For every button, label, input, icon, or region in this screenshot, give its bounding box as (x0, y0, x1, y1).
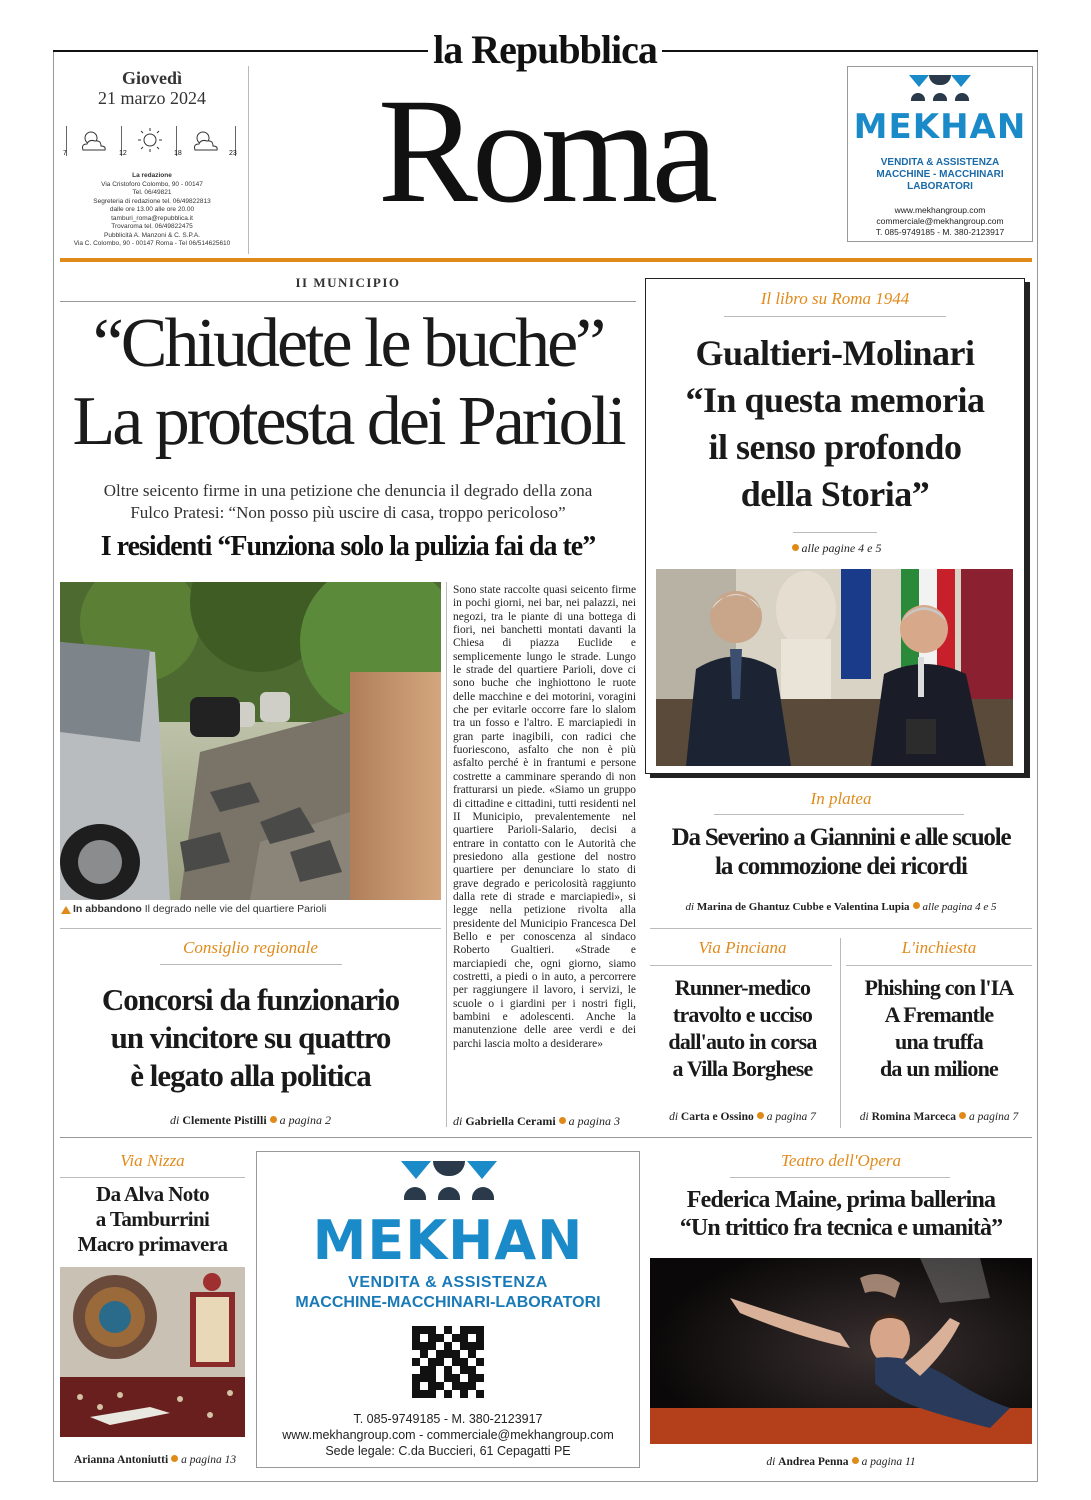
edition-title: Roma (377, 68, 713, 234)
consiglio-byline: di Clemente Pistilli a pagina 2 (170, 1113, 331, 1127)
nizza-kicker: Via Nizza (120, 1151, 185, 1170)
book-photo-illustration (656, 569, 1013, 766)
consiglio-byline-author: Clemente Pistilli (182, 1113, 267, 1127)
ad-line: VENDITA & ASSISTENZA (348, 1274, 548, 1291)
caption-arrow-icon (61, 906, 71, 914)
opera-kicker-rule (730, 1177, 950, 1178)
inchiesta-kicker: L'inchiesta (901, 938, 977, 957)
lead-byline-author: Gabriella Cerami (465, 1114, 556, 1128)
redazione-line: Trovaroma tel. 06/49822475 (111, 223, 193, 230)
book-short-rule (793, 532, 877, 533)
platea-kicker-rule (714, 814, 964, 815)
consiglio-headline-line: è legato alla politica (130, 1058, 371, 1093)
opera-byline: di Andrea Penna a pagina 11 (766, 1456, 916, 1468)
opera-photo-illustration (650, 1258, 1032, 1444)
book-headline-line: Gualtieri-Molinari (695, 333, 975, 373)
inchiesta-headline-line: una truffa (895, 1029, 983, 1054)
ad-line: VENDITA & ASSISTENZA (880, 157, 1000, 168)
book-kicker-rule (724, 316, 946, 317)
masthead-top-rule-right (662, 50, 1038, 52)
redazione-line: Via Cristoforo Colombo, 90 - 00147 (101, 180, 203, 188)
pinciana-kicker: Via Pinciana (698, 938, 787, 957)
inchiesta-headline-line: A Fremantle (884, 1002, 994, 1027)
redazione-line: Pubblicità A. Manzoni & C. S.P.A. (104, 231, 200, 239)
consiglio-headline[interactable] (60, 981, 441, 1095)
book-headline-line: il senso profondo (708, 427, 962, 467)
platea-headline-1[interactable]: Da Severino a Giannini e alle scuole (671, 824, 1011, 851)
ad-line: LABORATORI (907, 181, 973, 192)
nizza-headline-line: Macro primavera (77, 1232, 228, 1256)
lead-byline: di Gabriella Cerami a pagina 3 (453, 1114, 620, 1128)
ad-line: MACCHINE-MACCHINARI-LABORATORI (295, 1294, 601, 1311)
inchiesta-kicker-rule (846, 965, 1032, 966)
platea-bottom-rule (650, 928, 1032, 929)
ad-brand: MEKHAN (312, 1209, 584, 1272)
ad-brand: MEKHAN (853, 107, 1027, 147)
inchiesta-byline-author: Romina Marceca (871, 1111, 957, 1123)
inchiesta-byline-page[interactable]: a pagina 7 (969, 1111, 1019, 1123)
ad-email[interactable]: commerciale@mekhangroup.com (876, 216, 1004, 226)
left-box-border (53, 52, 54, 1482)
lead-column-divider (446, 582, 447, 1127)
book-headline-line: della Storia” (740, 474, 930, 514)
pinciana-headline[interactable] (650, 974, 835, 1082)
lead-headline-1[interactable]: “Chiudete le buche” (92, 305, 604, 382)
redazione-line: tamburi_roma@repubblica.it (111, 214, 193, 222)
consiglio-headline-line: un vincitore su quattro (110, 1020, 391, 1055)
ad-web[interactable]: www.mekhangroup.com (894, 205, 986, 215)
lead-subhead[interactable]: I residenti “Funziona solo la pulizia fai da te” (100, 531, 596, 562)
ad-web[interactable]: www.mekhangroup.com - commerciale@mekhangroup.com (282, 1428, 614, 1442)
lead-photo-caption (73, 903, 443, 915)
nizza-byline-author: Arianna Antoniutti (73, 1454, 169, 1466)
consiglio-kicker-rule (160, 964, 342, 965)
nizza-headline-line: a Tamburrini (95, 1207, 210, 1231)
lead-body: Sono state raccolte quasi seicento firme in pochi giorni, nei bar, nei palazzi, nei negozi, tra le piante di una bottega di fiori, nei banchetti montati davanti la Chiesa di piazza Euclide e semplicemente lungo le strade. Lungo le strade del quartiere Parioli, dove ci sono buche che inghiottono le ruote delle macchine e dei motorini, voragini che per evitarle occorre fare lo slalom tra un fosso e l'altro. E marciapiedi in gran parte inagibili, con radici che fuoriescono, asfalto che non è più asfalto perché è in frantumi e persone costrette a camminare sperando di non fratturarsi un piede. «Siamo un gruppo di cittadine e cittadini, tutti residenti nel II Municipio, prevalentemente nel quartiere Parioli-Salario, decisi a entrare in contatto con le Autorità che presiedono alla gestione del nostro quartiere per denunciare lo stato di grave degrado e pericolosità raggiunto dalla rete di strade e marciapiedi», si legge nella petizione rivolta alla presidente del Municipio Francesca Del Bello e per conoscenza al sindaco Roberto Gualtieri. «Strade e marciapiedi che, ogni giorno, siamo costretti, a piedi o in auto, a percorrere per raggiungere il lavoro, i servizi, le scuole o i giardini per i nostri figli, bambini e adolescenti. Anche la manutenzione delle aree verdi e dei parchi lascia molto a desiderare» (453, 584, 636, 1050)
weather-strip (63, 124, 243, 160)
weather-temp: 23 (229, 150, 237, 157)
cloud-sun-icon (77, 128, 111, 154)
redazione-line: Segreteria di redazione tel. 06/49822813 (93, 197, 211, 205)
edition-day: Giovedì (121, 68, 182, 88)
book-ref[interactable] (645, 541, 1025, 556)
nizza-byline (60, 1454, 250, 1466)
opera-byline-author: Andrea Penna (778, 1456, 849, 1468)
book-headline-line: “In questa memoria (685, 380, 985, 420)
edition-date: 21 marzo 2024 (98, 88, 206, 108)
ad-address: Sede legale: C.da Buccieri, 61 Cepagatti PE (325, 1444, 571, 1458)
nizza-headline-line: Da Alva Noto (96, 1182, 209, 1206)
platea-headline-2[interactable]: la commozione dei ricordi (714, 853, 967, 880)
lead-section-rule (60, 301, 636, 302)
bottom-border (53, 1481, 1038, 1482)
ad-phone: T. 085-9749185 - M. 380-2123917 (353, 1412, 543, 1426)
platea-kicker: In platea (810, 789, 872, 808)
pinciana-headline-line: Runner-medico (674, 975, 811, 1000)
pinciana-headline-line: travolto e ucciso (672, 1002, 813, 1027)
masthead-top-rule (53, 50, 428, 52)
redazione-line: Tel. 06/49821 (132, 189, 172, 196)
consiglio-kicker: Consiglio regionale (183, 938, 318, 957)
right-box-border (1037, 52, 1038, 1482)
nizza-byline-page[interactable]: a pagina 13 (181, 1454, 237, 1466)
platea-byline-page[interactable]: alle pagina 4 e 5 (922, 901, 997, 913)
inchiesta-byline: di Romina Marceca a pagina 7 (859, 1111, 1019, 1123)
lead-section: II MUNICIPIO (295, 275, 401, 290)
nizza-photo-illustration (60, 1267, 245, 1437)
consiglio-byline-page[interactable]: a pagina 2 (279, 1113, 331, 1127)
inchiesta-headline-line: da un milione (880, 1056, 998, 1081)
street-photo-illustration (60, 582, 441, 900)
consiglio-headline-line: Concorsi da funzionario (101, 982, 400, 1017)
lead-byline-page[interactable]: a pagina 3 (568, 1114, 620, 1128)
pinciana-headline-line: a Villa Borghese (672, 1056, 813, 1081)
masthead-orange-rule (60, 258, 1032, 262)
redazione-line: Via C. Colombo, 90 - 00147 Roma - Tel 06/514625610 (73, 240, 231, 247)
opera-kicker: Teatro dell'Opera (781, 1151, 901, 1170)
pinciana-byline-author: Carta e Ossino (680, 1111, 754, 1123)
weather-temp: 18 (174, 150, 182, 157)
weather-temp: 12 (119, 150, 127, 157)
pinciana-divider (840, 938, 841, 1128)
caption-text: Il degrado nelle vie del quartiere Parioli (144, 903, 327, 915)
lead-subtitle-2: Fulco Pratesi: “Non posso più uscire di casa, troppo pericoloso” (130, 503, 566, 522)
nizza-headline[interactable] (60, 1182, 245, 1257)
book-ref-text: alle pagine 4 e 5 (801, 541, 882, 555)
platea-byline-author: Marina de Ghantuz Cubbe e Valentina Lupia (696, 901, 910, 913)
book-headline[interactable] (645, 330, 1025, 518)
redazione-line: dalle ore 13.00 alle ore 20.00 (109, 206, 195, 213)
ad-top[interactable] (847, 66, 1033, 242)
ad-phone: T. 085-9749185 - M. 380-2123917 (875, 227, 1005, 237)
platea-byline: di Marina de Ghantuz Cubbe e Valentina Lupia alle pagina 4 e 5 (685, 901, 997, 913)
sun-icon (135, 127, 165, 153)
cloud-sun-icon (189, 128, 223, 154)
ad-line: MACCHINE - MACCHINARI (876, 169, 1004, 180)
opera-byline-page[interactable]: a pagina 11 (861, 1456, 916, 1468)
lead-photo[interactable] (60, 582, 441, 900)
qr-code-icon[interactable] (412, 1326, 484, 1398)
mekhan-logo-icon (397, 1161, 501, 1205)
opera-headline-2[interactable]: “Un trittico fra tecnica e umanità” (679, 1215, 1003, 1241)
weather-temp: 7 (63, 150, 67, 157)
book-photo[interactable] (656, 569, 1013, 766)
consiglio-top-rule (60, 928, 441, 929)
caption-label: In abbandono (73, 903, 142, 915)
nizza-kicker-rule (60, 1177, 245, 1178)
lead-headline-2[interactable]: La protesta dei Parioli (72, 383, 624, 460)
lead-subtitle-1: Oltre seicento firme in una petizione che denuncia il degrado della zona (103, 481, 593, 500)
pinciana-headline-line: dall'auto in corsa (668, 1029, 817, 1054)
opera-photo[interactable] (650, 1258, 1032, 1444)
mekhan-logo-icon (905, 75, 975, 105)
pinciana-byline-page[interactable]: a pagina 7 (766, 1111, 816, 1123)
ad-bottom[interactable] (256, 1151, 640, 1468)
masthead-left-divider (248, 66, 249, 254)
nizza-photo[interactable] (60, 1267, 245, 1437)
inchiesta-headline-line: Phishing con l'IA (864, 975, 1014, 1000)
book-kicker: Il libro su Roma 1944 (760, 289, 910, 308)
brand-logo[interactable]: la Repubblica (433, 27, 657, 72)
inchiesta-headline[interactable] (846, 974, 1032, 1082)
redazione-block (60, 172, 244, 249)
bottom-section-rule (60, 1137, 1032, 1138)
pinciana-byline: di Carta e Ossino a pagina 7 (669, 1111, 816, 1123)
opera-headline-1[interactable]: Federica Maine, prima ballerina (686, 1187, 996, 1213)
redazione-title: La redazione (132, 172, 172, 179)
pinciana-kicker-rule (650, 965, 832, 966)
